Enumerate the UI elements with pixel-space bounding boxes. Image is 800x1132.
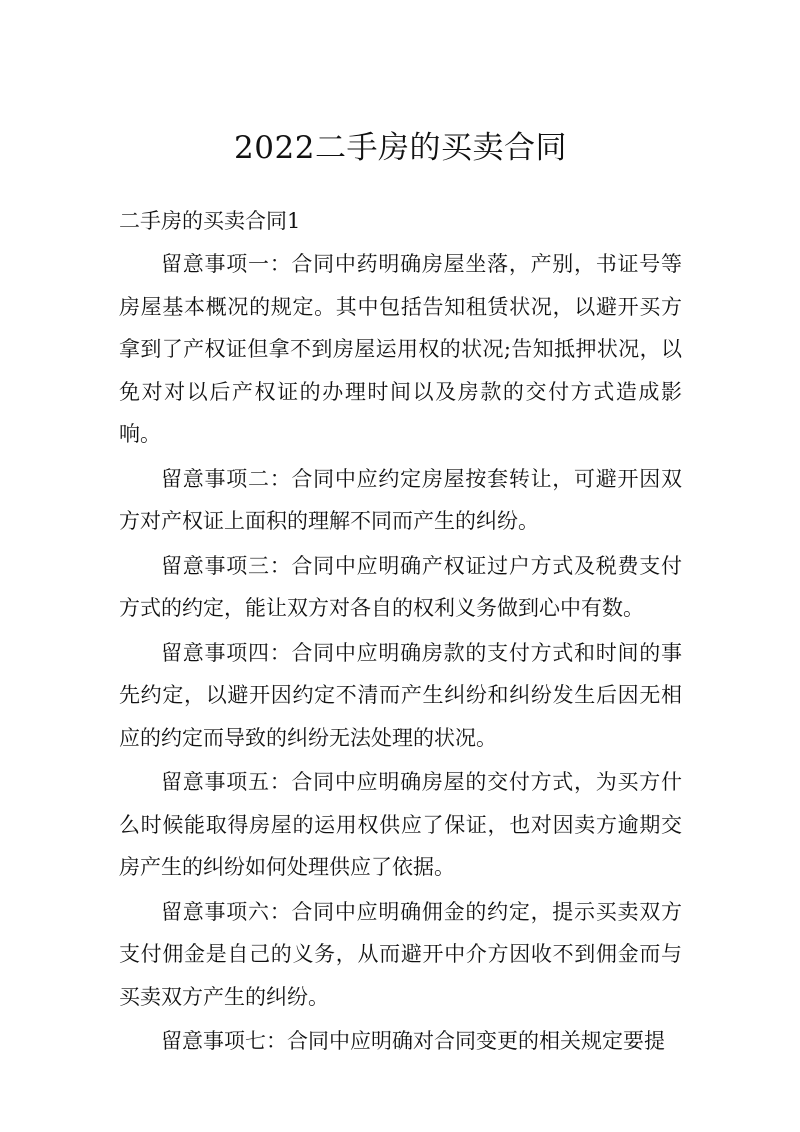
document-subtitle: 二手房的买卖合同1 [119, 209, 301, 233]
paragraph-notice-2: 留意事项二：合同中应约定房屋按套转让，可避开因双方对产权证上面积的理解不同而产生的纠纷。 [119, 466, 682, 533]
document-title: 2022二手房的买卖合同 [234, 130, 567, 166]
paragraph-notice-3: 留意事项三：合同中应明确产权证过户方式及税费支付方式的约定，能让双方对各自的权利义务做到心中有数。 [119, 553, 682, 620]
paragraph-notice-6: 留意事项六：合同中应明确佣金的约定，提示买卖双方支付佣金是自己的义务，从而避开中介方因收不到佣金而与买卖双方产生的纠纷。 [119, 899, 682, 1009]
paragraph-notice-1: 留意事项一：合同中药明确房屋坐落，产别，书证号等房屋基本概况的规定。其中包括告知租赁状况，以避开买方拿到了产权证但拿不到房屋运用权的状况;告知抵押状况，以免对对以后产权证的办理时间以及房款的交付方式造成影响。 [119, 252, 682, 446]
paragraph-notice-7: 留意事项七：合同中应明确对合同变更的相关规定要提 [161, 1029, 665, 1053]
paragraph-notice-4: 留意事项四：合同中应明确房款的支付方式和时间的事先约定，以避开因约定不清而产生纠纷和纠纷发生后因无相应的约定而导致的纠纷无法处理的状况。 [119, 640, 682, 750]
paragraph-notice-5: 留意事项五：合同中应明确房屋的交付方式，为买方什么时候能取得房屋的运用权供应了保证，也对因卖方逾期交房产生的纠纷如何处理供应了依据。 [119, 770, 682, 879]
